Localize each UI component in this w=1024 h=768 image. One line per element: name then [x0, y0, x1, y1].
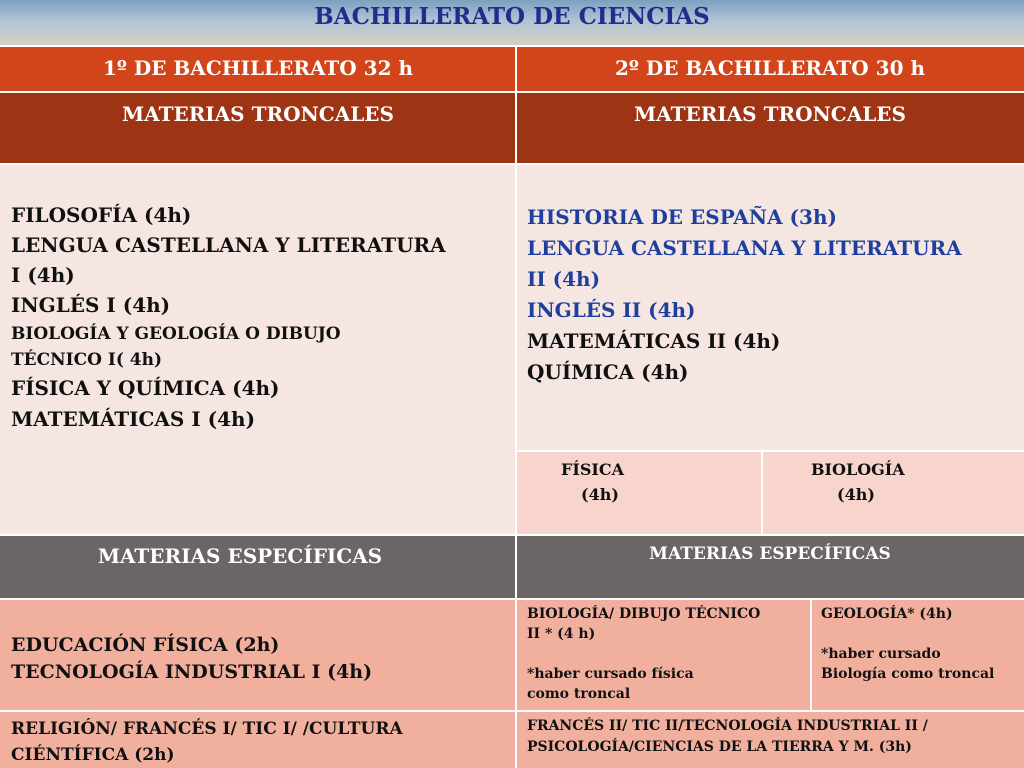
option-fisica-name: FÍSICA — [561, 460, 625, 479]
col1-especificas-list — [0, 599, 516, 711]
esp-a-line-2: II * (4 h) — [527, 626, 596, 642]
subject-matematicas-1: MATEMÁTICAS I (4h) — [11, 407, 256, 431]
col1-header-label: 1º DE BACHILLERATO 32 h — [102, 56, 414, 80]
col1-especificas-header — [0, 535, 516, 599]
subject-fisica-quimica: FÍSICA Y QUÍMICA (4h) — [11, 376, 280, 400]
subject-lengua-2-hours: II (4h) — [527, 267, 601, 291]
col2-optativas — [516, 711, 1024, 768]
col2-troncales-label: MATERIAS TRONCALES — [634, 102, 906, 126]
option-biologia-name: BIOLOGÍA — [811, 460, 905, 479]
col2-especificas-label: MATERIAS ESPECÍFICAS — [649, 544, 891, 564]
grid-line-top — [0, 45, 1024, 47]
col2-especificas-b — [811, 599, 1024, 711]
esp-b-line-1: GEOLOGÍA* (4h) — [821, 606, 953, 622]
option-fisica-hours: (4h) — [581, 485, 619, 504]
col2-especificas-a — [516, 599, 811, 711]
col2-troncales-header — [516, 92, 1024, 164]
subject-educacion-fisica: EDUCACIÓN FÍSICA (2h) — [11, 634, 280, 656]
subject-biologia-dibujo-hours: TÉCNICO I( 4h) — [11, 350, 163, 370]
col1-troncales-header — [0, 92, 516, 164]
subject-tecnologia-1: TECNOLOGÍA INDUSTRIAL I (4h) — [11, 661, 373, 683]
subject-lengua-2: LENGUA CASTELLANA Y LITERATURA — [527, 236, 962, 260]
option-fisica — [516, 451, 762, 535]
subject-biologia-dibujo: BIOLOGÍA Y GEOLOGÍA O DIBUJO — [11, 324, 341, 344]
col1-optativas — [0, 711, 516, 768]
subject-ingles-1: INGLÉS I (4h) — [11, 293, 171, 317]
col2-header — [516, 46, 1024, 92]
subject-filosofia: FILOSOFÍA (4h) — [11, 203, 192, 227]
option-biologia-hours: (4h) — [837, 485, 875, 504]
col2-troncales-list — [516, 164, 1024, 451]
col2-optativas-line-2: PSICOLOGÍA/CIENCIAS DE LA TIERRA Y M. (3h) — [527, 739, 912, 755]
grid-line-options-divider — [761, 451, 763, 535]
col2-especificas-header — [516, 535, 1024, 599]
esp-b-line-4: Biología como troncal — [821, 666, 995, 682]
subject-lengua-1-hours: I (4h) — [11, 263, 75, 287]
subject-quimica: QUÍMICA (4h) — [527, 360, 689, 384]
grid-line-esp-divider — [810, 599, 812, 711]
col1-especificas-label: MATERIAS ESPECÍFICAS — [97, 544, 383, 568]
col1-optativas-line-1: RELIGIÓN/ FRANCÉS I/ TIC I/ /CULTURA — [11, 719, 403, 739]
grid-line-center — [515, 46, 517, 768]
col1-header — [0, 46, 516, 92]
page-title: BACHILLERATO DE CIENCIAS — [314, 3, 710, 30]
grid-line-esp-bottom — [0, 598, 1024, 600]
col1-optativas-line-2: CIÉNTÍFICA (2h) — [11, 745, 175, 765]
esp-a-line-3 — [527, 644, 811, 664]
col1-troncales-label: MATERIAS TRONCALES — [122, 102, 394, 126]
esp-b-line-2 — [821, 624, 1024, 644]
esp-a-line-1: BIOLOGÍA/ DIBUJO TÉCNICO — [527, 606, 761, 622]
col1-troncales-list — [0, 164, 516, 535]
subject-historia: HISTORIA DE ESPAÑA (3h) — [527, 205, 837, 229]
grid-line-options-top — [516, 450, 1024, 452]
subject-matematicas-2: MATEMÁTICAS II (4h) — [527, 329, 781, 353]
subject-lengua-1: LENGUA CASTELLANA Y LITERATURA — [11, 233, 446, 257]
grid-line-sub-bottom — [0, 163, 1024, 165]
grid-line-esp-top — [0, 534, 1024, 536]
option-biologia — [762, 451, 1024, 535]
esp-b-line-3: *haber cursado — [821, 646, 941, 662]
grid-line-header-bottom — [0, 91, 1024, 93]
esp-a-line-4: *haber cursado física — [527, 666, 694, 682]
subject-ingles-2: INGLÉS II (4h) — [527, 298, 696, 322]
grid-line-opt-top — [0, 710, 1024, 712]
col2-optativas-line-1: FRANCÉS II/ TIC II/TECNOLOGÍA INDUSTRIAL II / — [527, 718, 928, 734]
col2-header-label: 2º DE BACHILLERATO 30 h — [614, 56, 926, 80]
esp-a-line-5: como troncal — [527, 686, 631, 702]
